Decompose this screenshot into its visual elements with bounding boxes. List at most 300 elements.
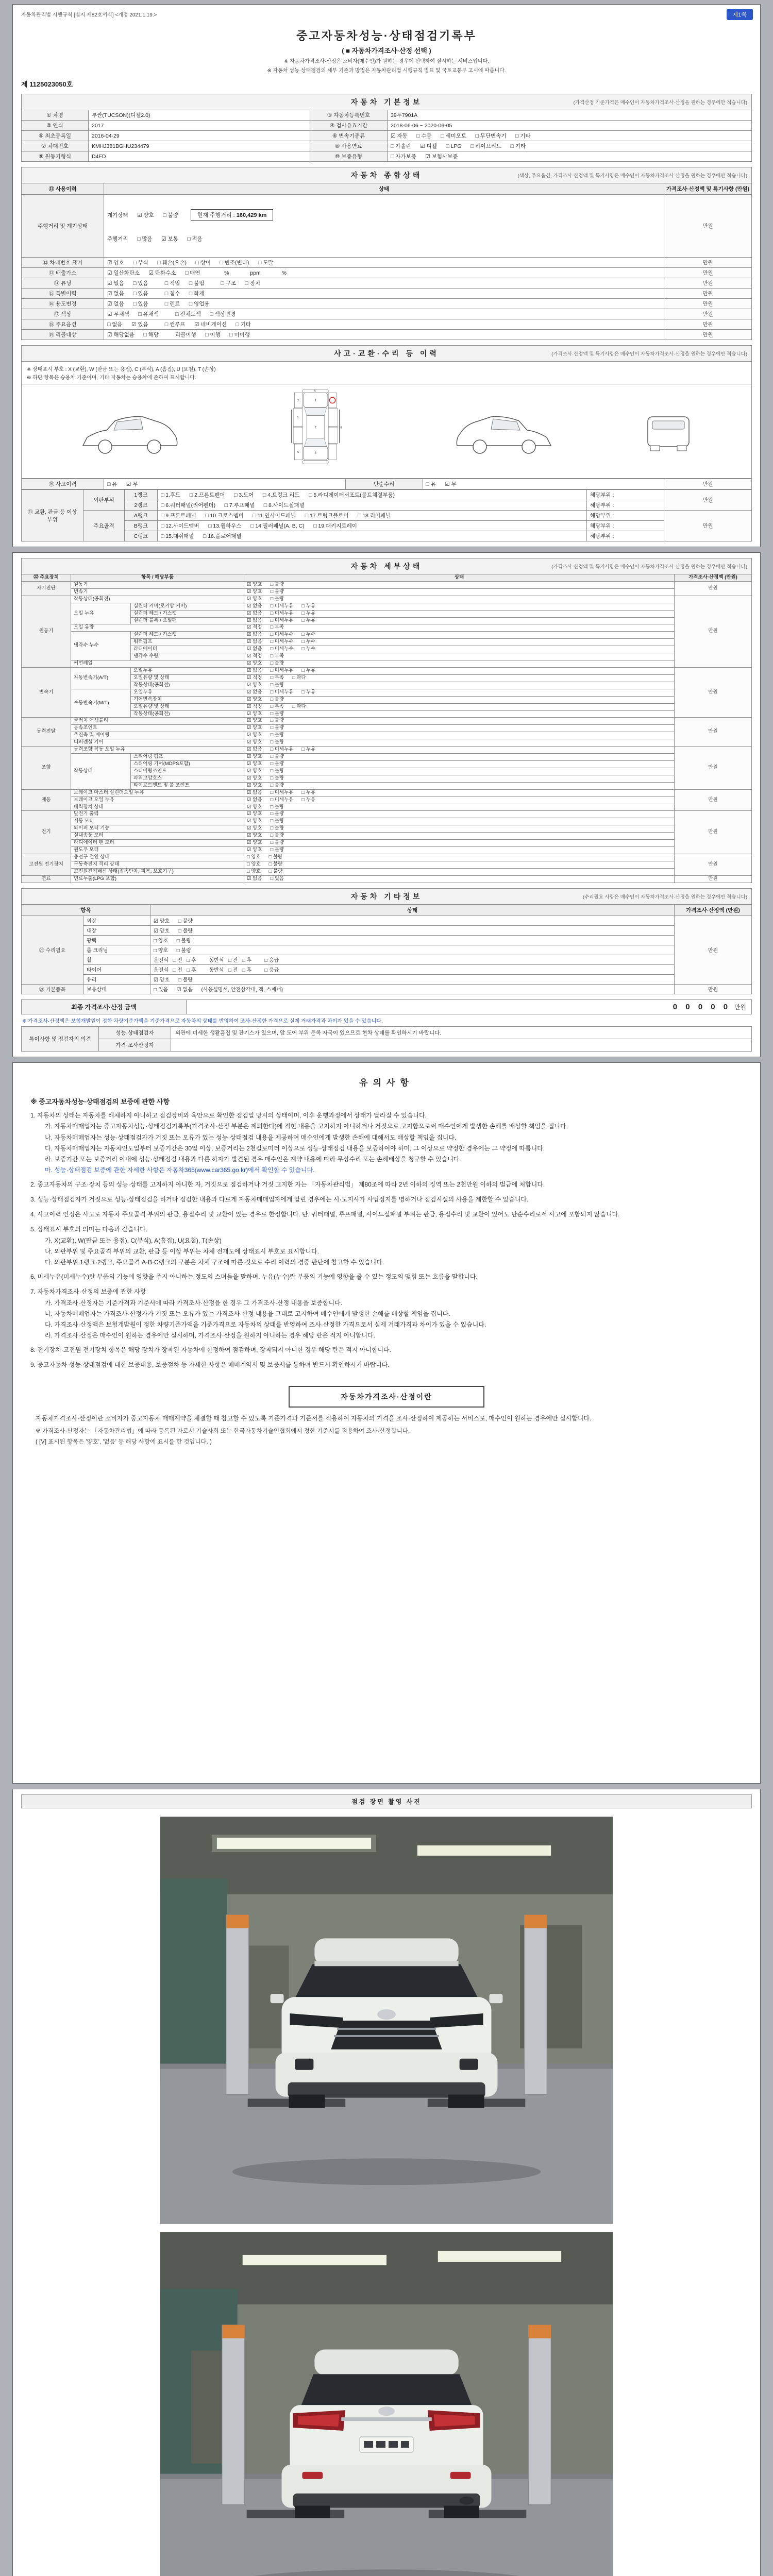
money-cell: 만원: [664, 309, 752, 319]
item-label: 추진축 및 베어링: [71, 732, 244, 739]
opinion-text: [171, 1039, 752, 1051]
part-label: 파워고압호스: [131, 775, 244, 782]
section-title: 자동차 기본정보: [350, 98, 423, 106]
affected-part: 해당부위 :: [587, 490, 664, 500]
col-header: 상태: [244, 574, 675, 582]
money-cell: 만원: [664, 490, 752, 511]
money-cell: 만원: [675, 916, 752, 984]
row-label: 단순수리: [345, 479, 423, 489]
col-header: 가격조사·산정액 (만원): [675, 904, 752, 916]
money-cell: 만원: [664, 278, 752, 289]
state-value: ☑ 없음 □ 미세누수 □ 누수: [244, 639, 675, 646]
item-label: 실내송풍 모터: [71, 833, 244, 840]
state-value: ☑ 양호 □ 불량: [150, 916, 675, 925]
notice-line: 다. 외판부위 1랭크·2랭크, 주요골격 A·B·C랭크의 구분은 차체 구조에 따른 것으로 수리 이력의 경중 판단에 참고할 수 있습니다.: [45, 1258, 384, 1266]
money-cell: 만원: [664, 511, 752, 541]
device-label: 자기진단: [22, 581, 71, 596]
svg-text:7: 7: [314, 426, 316, 430]
state-value: ☑ 양호 □ 불량: [244, 739, 675, 747]
car-side-view-left: [77, 405, 180, 457]
section-title: 자동차 세부상태: [350, 562, 423, 570]
state-value: ☑ 양호 □ 불량: [244, 818, 675, 825]
money-cell: 만원: [675, 811, 752, 854]
checkbox-group: ☑ 없음 □ 있음 □ 적법 □ 불법 □ 구조 □ 장치: [104, 278, 664, 289]
notice-line: 다. 자동차매매업자는 자동차인도일부터 보증기간은 30일 이상, 보증거리는 2천킬로미터 이상으로 성능·상태점검 내용을 보증하여야 하며, 그 이상으로 약정한 경우에는 그 약정에 따릅니다.: [45, 1144, 545, 1152]
checkbox-group: □ 없음 ☑ 있음 □ 썬루프 ☑ 네비게이션 □ 기타: [104, 319, 664, 330]
legend-line: ※ 상태표시 부호 : X (교환), W (판금 또는 용접), C (부식), A (흠집), U (요철), T (손상): [27, 367, 216, 372]
part-label: 오일유량 및 상태: [131, 674, 244, 682]
money-cell: 만원: [675, 667, 752, 717]
row-label: ⑮ 특별이력: [22, 289, 104, 299]
state-value: ☑ 양호 □ 불량: [244, 754, 675, 761]
state-value: ☑ 양호 □ 불량: [244, 581, 675, 588]
car-side-view-right: [454, 405, 557, 457]
affected-part: 해당부위 :: [587, 511, 664, 521]
item-label: 와이퍼 모터 기능: [71, 825, 244, 833]
item-label: 구동축전지 격리 상태: [71, 861, 244, 868]
state-value: ☑ 없음 □ 미세누수 □ 누수: [244, 646, 675, 653]
money-cell: 만원: [664, 330, 752, 340]
row-label: ⑨ 원동기형식: [22, 151, 89, 162]
svg-text:3: 3: [296, 416, 298, 420]
item-label: 브레이크 마스터 실린더오일 누유: [71, 789, 244, 796]
photo-section-title: 점검 장면 촬영 사진: [21, 1794, 752, 1808]
opinion-label: 특이사항 및 점검자의 의견: [22, 1026, 99, 1051]
item-label: 외장: [83, 916, 150, 925]
state-value: ☑ 양호 □ 불량: [244, 775, 675, 782]
col-header: 가격조사·산정액 및 특기사항 (만원): [664, 183, 752, 195]
section-basic-info: [21, 94, 752, 110]
state-value: ☑ 양호 □ 불량: [244, 847, 675, 854]
checkbox-group: ☑ 없음 □ 있음 □ 침수 □ 화재: [104, 289, 664, 299]
checkbox-group: ☑ 해당없음 □ 해당 리콜이행 □ 이행 □ 미이행: [104, 330, 664, 340]
part-label: 스티어링 펌프: [131, 754, 244, 761]
item-label: 냉각수 누수: [71, 632, 131, 660]
state-value: ☑ 없음 □ 미세누유 □ 누유: [244, 747, 675, 754]
state-value: ☑ 양호 □ 불량: [244, 710, 675, 718]
notice-line: 나. 자동차매매업자는 성능·상태점검자가 거짓 또는 오류가 있는 성능·상태점검 내용을 제공하여 매수인에게 발생한 손해에 대해서도 배상할 책임을 집니다.: [45, 1133, 457, 1141]
mileage-level: 주행거리 □ 많음 ☑ 보통 □ 적음: [107, 236, 203, 242]
section-note: (가격조사·산정액 및 특기사항은 매수인이 자동차가격조사·산정을 원하는 경우에만 적습니다): [551, 351, 747, 357]
section-overall-state: [21, 167, 752, 183]
notice-post-1: ※ 가격조사·산정자는 「자동차관리법」에 따라 등록된 자로서 기술사회 또는 한국자동차기술인협회에서 정한 기준서를 적용하여 조사·산정합니다.: [36, 1428, 410, 1434]
state-value: ☑ 양호 □ 불량: [244, 782, 675, 789]
notice-line: 나. 외판부위 및 주요골격 부위의 교환, 판금 등 이상 부위는 차체 전개도에 상태표시 부호로 표시합니다.: [45, 1247, 319, 1255]
part-label: 기어변속장치: [131, 696, 244, 703]
item-label: 작동상태(공회전): [71, 596, 244, 603]
row-label: ㉑ 교환, 판금 등 이상 부위: [22, 490, 83, 541]
item-label: 오일 누유: [71, 603, 131, 624]
state-value: ☑ 없음 □ 미세누유 □ 누유: [244, 667, 675, 674]
notice-line: 라. 보증기간 또는 보증거리 이내에 성능·상태점검 내용과 다른 하자가 발견된 경우 매수인은 계약 내용에 따라 무상수리 또는 손해배상을 청구할 수 있습니다.: [45, 1156, 461, 1163]
opinion-text: 외관에 미세한 생활흠집 및 잔기스가 있으며, 앞 도어 부위 문콕 자국이 있으므로 현차 상태를 확인하시기 바랍니다.: [171, 1026, 752, 1039]
money-cell: 만원: [675, 581, 752, 596]
affected-part: 해당부위 :: [587, 531, 664, 541]
money-cell: 만원: [664, 258, 752, 268]
item-label: 배력장치 상태: [71, 804, 244, 811]
money-cell: 만원: [664, 319, 752, 330]
checkbox-group: □ 유 ☑ 무: [423, 479, 664, 489]
row-label: ⑩ 보증유형: [310, 151, 388, 162]
row-label: ④ 검사유효기간: [310, 121, 388, 131]
price-appraisal-box: 자동차가격조사·산정이란: [289, 1386, 484, 1408]
other-info-table: [21, 904, 752, 994]
notice-line: 7. 자동차가격조사·산정의 보증에 관한 사항: [30, 1287, 146, 1295]
checkbox-group: ☑ 무채색 □ 유채색 □ 전체도색 □ 색상변경: [104, 309, 664, 319]
row-label: ⑧ 사용연료: [310, 141, 388, 151]
col-header: 항목 / 해당부품: [71, 574, 244, 582]
item-label: 자동변속기(A/T): [71, 667, 131, 689]
col-header: 가격조사·산정액 (만원): [675, 574, 752, 582]
affected-part: 해당부위 :: [587, 521, 664, 531]
car-plan-view: [263, 387, 371, 475]
parts-list: □ 15.대쉬패널 □ 16.플로어패널: [158, 531, 587, 541]
car-damage-diagrams: [21, 384, 752, 479]
photo-list: [21, 1808, 752, 2576]
part-label: 냉각수 수량: [131, 653, 244, 660]
overall-state-table: [21, 183, 752, 340]
item-label: 보유상태: [83, 984, 150, 994]
part-label: 작동상태(공회전): [131, 710, 244, 718]
row-label: ⑯ 용도변경: [22, 299, 104, 309]
state-value: ☑ 양호 □ 불량: [244, 840, 675, 847]
item-label: 등속조인트: [71, 725, 244, 732]
svg-text:6: 6: [297, 450, 299, 454]
item-label: 커먼레일: [71, 660, 244, 668]
group-label: 외판부위: [83, 490, 125, 511]
section-title: 사고·교환·수리 등 이력: [334, 349, 439, 358]
row-label: 주행거리 및 계기상태: [22, 195, 104, 258]
part-label: 오일누유: [131, 667, 244, 674]
group-label: ㉓ 수리필요: [22, 916, 83, 984]
row-label: ⑦ 차대번호: [22, 141, 89, 151]
notice-line: 나. 자동차매매업자는 가격조사·산정자가 거짓 또는 오류가 있는 가격조사·산정 내용을 그대로 고지하여 매수인에게 발생한 손해를 배상할 책임을 집니다.: [45, 1310, 450, 1317]
svg-text:5: 5: [314, 389, 316, 393]
final-price-label: 최종 가격조사·산정 금액: [22, 999, 187, 1014]
item-label: 타이어: [83, 964, 150, 974]
notice-line: 라. 가격조사·산정은 매수인이 원하는 경우에만 실시하며, 가격조사·산정을 원하지 아니하는 경우 해당 란은 적지 아니합니다.: [45, 1332, 375, 1340]
device-label: 전기: [22, 811, 71, 854]
part-label: 실린더 헤드 / 가스켓: [131, 632, 244, 639]
header-note-2: ※ 자동차 성능·상태점검의 세부 기준과 방법은 자동차관리법 시행규칙 별표 및 국토교통부 고시에 따릅니다.: [267, 68, 506, 74]
money-cell: 만원: [664, 479, 752, 489]
doc-number: 제 1125023050호: [21, 80, 73, 88]
state-value: ☑ 양호 □ 불량: [244, 804, 675, 811]
state-value: □ 양호 □ 불량: [150, 935, 675, 945]
notice-line: 가. 가격조사·산정자는 기준가격과 기준서에 따라 가격조사·산정을 한 경우 그 가격조사·산정 내용을 보증합니다.: [45, 1299, 342, 1307]
parts-list: □ 1.후드 □ 2.프론트펜더 □ 3.도어 □ 4.트렁크 리드 □ 5.라디에이터서포트(볼트체결부품): [158, 490, 587, 500]
section-note: (색상, 주요옵션, 가격조사·산정액 및 특기사항은 매수인이 자동차가격조사·산정을 원하는 경우에만 적습니다): [517, 173, 747, 179]
final-price-value: 0 0 0 0 0 만원: [187, 999, 752, 1014]
notice-title: 유의사항: [359, 1077, 414, 1088]
rank-label: B랭크: [125, 521, 158, 531]
document-page: [12, 0, 761, 2576]
checkbox-group: ☑ 자동 □ 수동 □ 세미오토 □ 무단변속기 □ 기타: [388, 131, 752, 141]
money-cell: 만원: [664, 195, 752, 258]
affected-part: 해당부위 :: [587, 500, 664, 511]
section-accident-history: [21, 345, 752, 361]
accident-history-table: [21, 479, 752, 489]
item-label: 클러치 어셈블리: [71, 718, 244, 725]
legend-line: ※ 하단 항목은 승용차 기준이며, 기타 자동차는 승용차에 준하여 표시합니다.: [27, 375, 196, 381]
part-label: 실린더 헤드 / 가스켓: [131, 610, 244, 617]
field-value: 투싼(TUCSON)(디젤2.0): [89, 110, 310, 121]
part-label: 워터펌프: [131, 639, 244, 646]
odometer-state: 계기상태 ☑ 양호 □ 불량 현재 주행거리 : 160,429 km: [107, 209, 661, 221]
row-label: ⑬ 배출가스: [22, 268, 104, 278]
svg-text:4: 4: [314, 451, 316, 455]
panel-photos: [12, 1789, 761, 2576]
state-value: □ 양호 □ 불량: [244, 868, 675, 875]
exchange-rank-table: [21, 489, 752, 541]
notice-line: 마. 성능·상태점검 보증에 관한 자세한 사항은 자동차365(www.car365.go.kr)에서 확인할 수 있습니다.: [45, 1166, 315, 1174]
part-label: 스티어링 기어(MDPS포함): [131, 760, 244, 768]
item-label: 동력조향 작동 오일 누유: [71, 747, 244, 754]
page-subtitle: ( ■ 자동차가격조사·산정 선택 ): [342, 47, 431, 55]
state-value: □ 양호 □ 불량: [244, 854, 675, 861]
row-label: ⑳ 사고이력: [22, 479, 104, 489]
state-value: ☑ 없음 □ 미세누수 □ 누수: [244, 632, 675, 639]
item-label: 작동상태: [71, 754, 131, 790]
money-cell: 만원: [675, 875, 752, 883]
state-value: ☑ 없음 □ 미세누유 □ 누유: [244, 796, 675, 804]
field-value: 2018-06-06 ~ 2020-06-05: [388, 121, 752, 131]
notice-line: 4. 사고이력 인정은 사고로 자동차 주요골격 부위의 판금, 용접수리 및 교환이 있는 경우로 한정합니다. 단, 쿼터패널, 루프패널, 사이드실패널 부위는 판금, 용접수리 및 교환이 있어도 단순수리로서 사고에 포함되지 않습니다.: [30, 1210, 620, 1218]
rank-label: 2랭크: [125, 500, 158, 511]
rank-label: 1랭크: [125, 490, 158, 500]
col-header: ㉒ 주요장치: [22, 574, 71, 582]
svg-text:2: 2: [297, 399, 299, 403]
state-value: ☑ 양호 □ 불량: [244, 732, 675, 739]
row-label: ③ 자동차등록번호: [310, 110, 388, 121]
item-label: 룸 크리닝: [83, 945, 150, 955]
notice-line: 다. 가격조사·산정액은 보험개발원이 정한 차량기준가액을 기준가격으로 자동차의 상태를 반영하여 조사·산정한 가격으로서 실제 거래가격과 차이가 있을 수 있습니다.: [45, 1321, 486, 1329]
state-value: □ 양호 □ 불량: [244, 861, 675, 868]
field-value: KMHJ381BGHU234479: [89, 141, 310, 151]
notice-line: 1. 자동차의 상태는 자동차를 해체하지 아니하고 점검장비와 육안으로 확인한 점검일 당시의 상태이며, 이후 운행과정에서 상태가 달라질 수 있습니다.: [30, 1111, 427, 1119]
state-value: ☑ 양호 □ 불량: [244, 760, 675, 768]
money-cell: 만원: [675, 854, 752, 875]
state-value: ☑ 양호 □ 불량: [244, 660, 675, 668]
item-label: 고전원전기배선 상태(접속단자, 피복, 보호기구): [71, 868, 244, 875]
col-header: 항목: [22, 904, 150, 916]
section-detail-state: [21, 558, 752, 574]
page-title: 중고자동차성능·상태점검기록부: [296, 29, 477, 42]
item-label: 광택: [83, 935, 150, 945]
state-value: □ 있음 ☑ 없음 (사용설명서, 안전삼각대, 잭, 스패너): [150, 984, 675, 994]
device-label: 원동기: [22, 596, 71, 667]
section-note: (가격조사·산정액 및 특기사항은 매수인이 자동차가격조사·산정을 원하는 경우에만 적습니다): [551, 564, 747, 570]
svg-text:8: 8: [340, 426, 342, 430]
money-cell: 만원: [675, 789, 752, 811]
notice-post-2: ( [V] 표시된 항목은 '양호', '없음' 등 해당 사항에 표시를 한 것입니다. ): [36, 1438, 212, 1445]
item-label: 수동변속기(M/T): [71, 689, 131, 718]
parts-list: □ 9.프론트패널 □ 10.크로스멤버 □ 11.인사이드패널 □ 17.트렁크플로어 □ 18.리어패널: [158, 511, 587, 521]
money-cell: 만원: [675, 596, 752, 667]
money-cell: 만원: [675, 984, 752, 994]
state-value: ☑ 양호 □ 불량: [150, 974, 675, 984]
part-label: 실린더 블록 / 오일팬: [131, 617, 244, 624]
device-label: 동력전달: [22, 718, 71, 747]
state-value: ☑ 없음 □ 미세누유 □ 누유: [244, 617, 675, 624]
item-label: 윈도우 모터: [71, 847, 244, 854]
state-value: ☑ 양호 □ 불량: [244, 682, 675, 689]
row-label: 가격·조사산정자: [99, 1039, 171, 1051]
money-cell: 만원: [664, 299, 752, 309]
item-label: 디퍼렌셜 기어: [71, 739, 244, 747]
final-price-note: ※ 가격조사·산정액은 보험개발원이 정한 차량기준가액을 기준가격으로 자동차의 상태를 반영하여 조사·산정한 가격으로 실제 거래가격과 차이가 있을 수 있습니다.: [22, 1018, 383, 1024]
row-label: ⑥ 변속기종류: [310, 131, 388, 141]
field-value: 39두7901A: [388, 110, 752, 121]
field-value: 2017: [89, 121, 310, 131]
rank-label: C랭크: [125, 531, 158, 541]
final-price-table: [21, 999, 752, 1014]
state-value: ☑ 양호 □ 불량: [244, 811, 675, 818]
section-note: (수리필요 사항은 매수인이 자동차가격조사·산정을 원하는 경우에만 적습니다): [583, 894, 747, 900]
state-value: ☑ 없음 □ 미세누유 □ 누유: [244, 603, 675, 610]
panel-detail-state: [12, 552, 761, 1057]
inspection-photo-front: [160, 1817, 613, 2224]
state-value: ☑ 양호 □ 불량: [244, 696, 675, 703]
checkbox-group: ☑ 없음 □ 있음 □ 렌트 □ 영업용: [104, 299, 664, 309]
part-label: 오일누유: [131, 689, 244, 696]
rank-label: A랭크: [125, 511, 158, 521]
money-cell: 만원: [675, 718, 752, 747]
state-value: ☑ 양호 □ 불량: [244, 596, 675, 603]
row-label: 성능·상태점검자: [99, 1026, 171, 1039]
inspector-opinion-table: [21, 1026, 752, 1052]
state-value: ☑ 없음 □ 미세누유 □ 누유: [244, 610, 675, 617]
item-label: 유리: [83, 974, 150, 984]
state-value: ☑ 없음 □ 있음: [244, 875, 675, 883]
notice-line: 8. 전기장치·고전원 전기장치 항목은 해당 장치가 장착된 자동차에 한정하여 점검하며, 장착되지 아니한 경우 해당 란은 적지 아니합니다.: [30, 1346, 391, 1354]
inspection-photo-rear: [160, 2232, 613, 2576]
section-title: 자동차 종합상태: [350, 171, 423, 179]
row-label: ⑰ 색상: [22, 309, 104, 319]
state-value: ☑ 없음 □ 미세누유 □ 누유: [244, 689, 675, 696]
item-label: 원동기: [71, 581, 244, 588]
item-label: 오일 유량: [71, 624, 244, 632]
field-value: D4FD: [89, 151, 310, 162]
parts-list: □ 6.쿼터패널(리어펜더) □ 7.루프패널 □ 8.사이드실패널: [158, 500, 587, 511]
state-value: ☑ 양호 □ 불량: [244, 825, 675, 833]
form-reference: 자동차관리법 시행규칙 [별지 제82호서식] <개정 2021.1.19.>: [21, 12, 157, 18]
car-rear-view: [640, 405, 697, 457]
device-label: 조향: [22, 747, 71, 790]
state-value: 운전석 □ 전 □ 후 동반석 □ 전 □ 후 □ 응급: [150, 964, 675, 974]
checkbox-group: □ 자가보증 ☑ 보험사보증: [388, 151, 752, 162]
state-value: 운전석 □ 전 □ 후 동반석 □ 전 □ 후 □ 응급: [150, 955, 675, 964]
device-label: 연료: [22, 875, 71, 883]
section-title: 자동차 기타정보: [350, 892, 423, 901]
notice-line: 5. 상태표시 부호의 의미는 다음과 같습니다.: [30, 1225, 148, 1233]
item-label: 라디에이터 팬 모터: [71, 840, 244, 847]
row-label: ⑤ 최초등록일: [22, 131, 89, 141]
row-label: ⑲ 리콜대상: [22, 330, 104, 340]
item-label: 브레이크 오일 누유: [71, 796, 244, 804]
state-value: ☑ 적정 □ 부족 □ 과다: [244, 703, 675, 710]
notice-line: ※ 중고자동차성능·상태점검의 보증에 관한 사항: [30, 1097, 170, 1106]
part-label: 스티어링조인트: [131, 768, 244, 775]
part-label: 작동상태(공회전): [131, 682, 244, 689]
state-value: ☑ 양호 □ 불량: [244, 768, 675, 775]
part-label: 실린더 커버(로커암 커버): [131, 603, 244, 610]
panel-main-info: [12, 4, 761, 547]
item-label: 휠: [83, 955, 150, 964]
section-note: (가격산정 기준가격은 매수인이 자동차가격조사·산정을 원하는 경우에만 적습니다): [573, 100, 747, 106]
device-label: 고전원 전기장치: [22, 854, 71, 875]
checkbox-group: ☑ 양호 □ 부식 □ 훼손(오손) □ 상이 □ 변조(변타) □ 도말: [104, 258, 664, 268]
device-label: 변속기: [22, 667, 71, 717]
panel-notice: [12, 1062, 761, 1784]
header-note-1: ※ 자동차가격조사·산정은 소비자(매수인)가 원하는 경우에 선택하여 실시하는 서비스입니다.: [283, 59, 489, 64]
page-badge: 제1쪽: [727, 9, 753, 20]
item-label: 시동 모터: [71, 818, 244, 825]
parts-list: □ 12.사이드멤버 □ 13.휠하우스 □ 14.필러패널(A, B, C) □ 19.패키지트레이: [158, 521, 587, 531]
notice-line: 3. 성능·상태점검자가 거짓으로 성능·상태점검을 하거나 점검한 내용과 다르게 자동차매매업자에게 알린 경우에는 시·도지사가 사업정지를 명하거나 점검시설의 사용을 제한할 수 있습니다.: [30, 1196, 529, 1204]
checkbox-group: □ 가솔린 ☑ 디젤 □ LPG □ 하이브리드 □ 기타: [388, 141, 752, 151]
detail-state-table: [21, 574, 752, 883]
device-label: 제동: [22, 789, 71, 811]
item-label: 발전기 출력: [71, 811, 244, 818]
row-label: ⑭ 튜닝: [22, 278, 104, 289]
row-label: ① 차명: [22, 110, 89, 121]
money-cell: 만원: [664, 289, 752, 299]
state-value: ☑ 없음 □ 미세누유 □ 누유: [244, 789, 675, 796]
state-value: ☑ 양호 □ 불량: [150, 925, 675, 935]
checkbox-group: ☑ 일산화탄소 ☑ 탄화수소 □ 매연 % ppm %: [104, 268, 664, 278]
state-value: ☑ 양호 □ 불량: [244, 588, 675, 596]
money-cell: 만원: [664, 268, 752, 278]
notice-line: 6. 미세누유(미세누수)란 부품의 기능에 영향을 주지 아니하는 정도의 스며듦을 말하며, 누유(누수)란 부품의 기능에 영향을 줄 수 있는 정도의 맺힘 또는 흐름을 말합니다.: [30, 1273, 478, 1281]
group-label: ㉔ 기본품목: [22, 984, 83, 994]
row-label: ⑫ 차대번호 표기: [22, 258, 104, 268]
current-mileage-box: 현재 주행거리 : 160,429 km: [191, 209, 274, 221]
notice-line: 9. 중고자동차 성능·상태점검에 대한 보증내용, 보증절차 등 자세한 사항은 매매계약서 및 보증서를 통하여 반드시 확인하시기 바랍니다.: [30, 1361, 390, 1369]
svg-text:1: 1: [314, 399, 316, 403]
basic-info-table: [21, 110, 752, 162]
item-label: 내장: [83, 925, 150, 935]
state-value: □ 양호 □ 불량: [150, 945, 675, 955]
field-value: 2016-04-29: [89, 131, 310, 141]
row-label: ⑱ 주요옵션: [22, 319, 104, 330]
state-value: ☑ 양호 □ 불량: [244, 725, 675, 732]
part-label: 오일유량 및 상태: [131, 703, 244, 710]
col-header: 상태: [150, 904, 675, 916]
col-header: ⑪ 사용이력: [22, 183, 104, 195]
state-value: ☑ 적정 □ 부족: [244, 624, 675, 632]
section-other-info: [21, 888, 752, 904]
col-header: 상태: [104, 183, 664, 195]
notice-line: 2. 중고자동차의 구조·장치 등의 성능·상태를 고지하지 아니한 자, 거짓으로 점검하거나 거짓 고지한 자는 「자동차관리법」 제80조에 따라 2년 이하의 징역 또는 2천만원 이하의 벌금에 처합니다.: [30, 1181, 545, 1189]
state-value: ☑ 적정 □ 부족: [244, 653, 675, 660]
row-label: ② 연식: [22, 121, 89, 131]
item-label: 충전구 절연 상태: [71, 854, 244, 861]
item-label: 변속기: [71, 588, 244, 596]
notice-line: 가. 자동차매매업자는 중고자동차성능·상태점검기록부(가격조사·산정 부분은 제외한다)에 적힌 내용을 고지하지 아니하거나 거짓으로 고지함으로써 매수인에게 발생한 손해를 배상할 책임을 집니다.: [45, 1123, 568, 1130]
notice-line: 가. X(교환), W(판금 또는 용접), C(부식), A(흠집), U(요철), T(손상): [45, 1236, 222, 1244]
state-value: ☑ 양호 □ 불량: [244, 833, 675, 840]
item-label: 연료누출(LPG 포함): [71, 875, 244, 883]
money-cell: 만원: [675, 747, 752, 790]
price-appraisal-text: 자동차가격조사·산정이란 소비자가 중고자동차 매매계약을 체결할 때 참고할 수 있도록 기준가격과 기준서를 적용하여 자동차의 가격을 조사·산정하여 제공하는 서비스로, 매수인이 원하는 경우에만 실시합니다.: [36, 1415, 592, 1422]
part-label: 라디에이터: [131, 646, 244, 653]
mileage-value: 160,429 km: [236, 212, 267, 218]
state-value: ☑ 양호 □ 불량: [244, 718, 675, 725]
part-label: 타이로드엔드 및 볼 조인트: [131, 782, 244, 789]
group-label: 주요골격: [83, 511, 125, 541]
state-code-legend: [21, 361, 752, 384]
